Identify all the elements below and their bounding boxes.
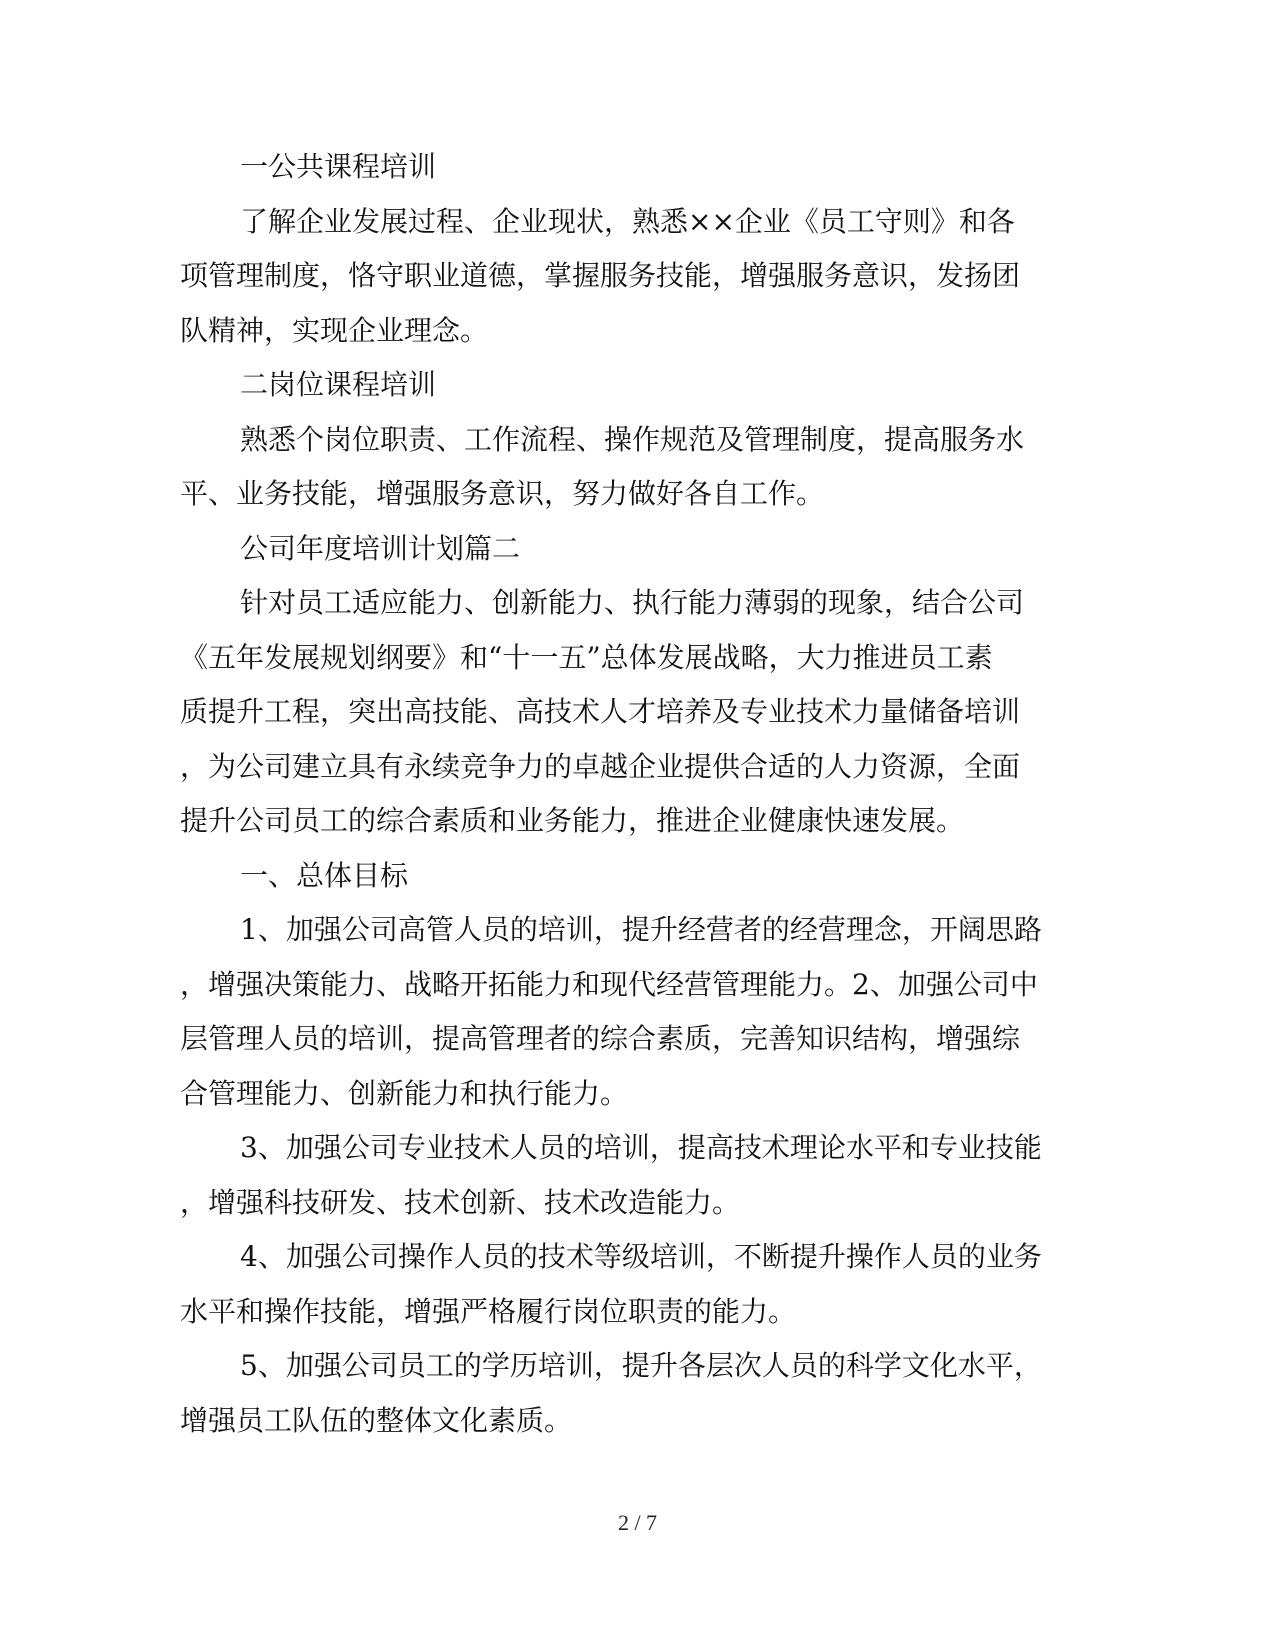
list-item-line: 1、加强公司高管人员的培训，提升经营者的经营理念，开阔思路 bbox=[240, 913, 1042, 946]
paragraph-line: 针对员工适应能力、创新能力、执行能力薄弱的现象，结合公司 bbox=[240, 586, 1025, 619]
section-heading-public-course: 一公共课程培训 bbox=[240, 150, 437, 183]
page-number: 2 / 7 bbox=[617, 1510, 658, 1535]
paragraph-line: ，为公司建立具有永续竞争力的卓越企业提供合适的人力资源，全面 bbox=[180, 749, 1021, 783]
list-item-line: ，增强决策能力、战略开拓能力和现代经营管理能力。2、加强公司中 bbox=[180, 967, 1038, 1001]
paragraph-line: 熟悉个岗位职责、工作流程、操作规范及管理制度，提高服务水 bbox=[240, 422, 1025, 456]
paragraph-line: 提升公司员工的综合素质和业务能力，推进企业健康快速发展。 bbox=[180, 804, 965, 837]
document-body bbox=[180, 140, 1060, 1448]
section-heading-post-course: 二岗位课程培训 bbox=[240, 368, 437, 401]
list-item-line: 增强员工队伍的整体文化素质。 bbox=[180, 1403, 573, 1437]
section-heading-overall-goal: 一、总体目标 bbox=[240, 858, 409, 892]
list-item-line: 3、加强公司专业技术人员的培训，提高技术理论水平和专业技能 bbox=[240, 1131, 1042, 1164]
paragraph-line: 《五年发展规划纲要》和“十一五”总体发展战略，大力推进员工素 bbox=[180, 640, 993, 674]
paragraph-line: 项管理制度，恪守职业道德，掌握服务技能，增强服务意识，发扬团 bbox=[180, 259, 1021, 292]
list-item-line: 层管理人员的培训，提高管理者的综合素质，完善知识结构，增强综 bbox=[180, 1022, 1021, 1055]
list-item-line: 合管理能力、创新能力和执行能力。 bbox=[180, 1076, 629, 1110]
paragraph-line: 了解企业发展过程、企业现状，熟悉××企业《员工守则》和各 bbox=[240, 204, 1015, 238]
section-heading-part-two: 公司年度培训计划篇二 bbox=[240, 531, 521, 565]
list-item-line: 水平和操作技能，增强严格履行岗位职责的能力。 bbox=[180, 1294, 797, 1328]
paragraph-line: 平、业务技能，增强服务意识，努力做好各自工作。 bbox=[180, 477, 825, 510]
paragraph-line: 队精神，实现企业理念。 bbox=[180, 313, 489, 347]
list-item-line: ，增强科技研发、技术创新、技术改造能力。 bbox=[180, 1185, 741, 1219]
paragraph-line: 质提升工程，突出高技能、高技术人才培养及专业技术力量储备培训 bbox=[180, 695, 1021, 728]
list-item-line: 5、加强公司员工的学历培训，提升各层次人员的科学文化水平， bbox=[240, 1349, 1042, 1382]
list-item-line: 4、加强公司操作人员的技术等级培训，不断提升操作人员的业务 bbox=[240, 1240, 1042, 1273]
